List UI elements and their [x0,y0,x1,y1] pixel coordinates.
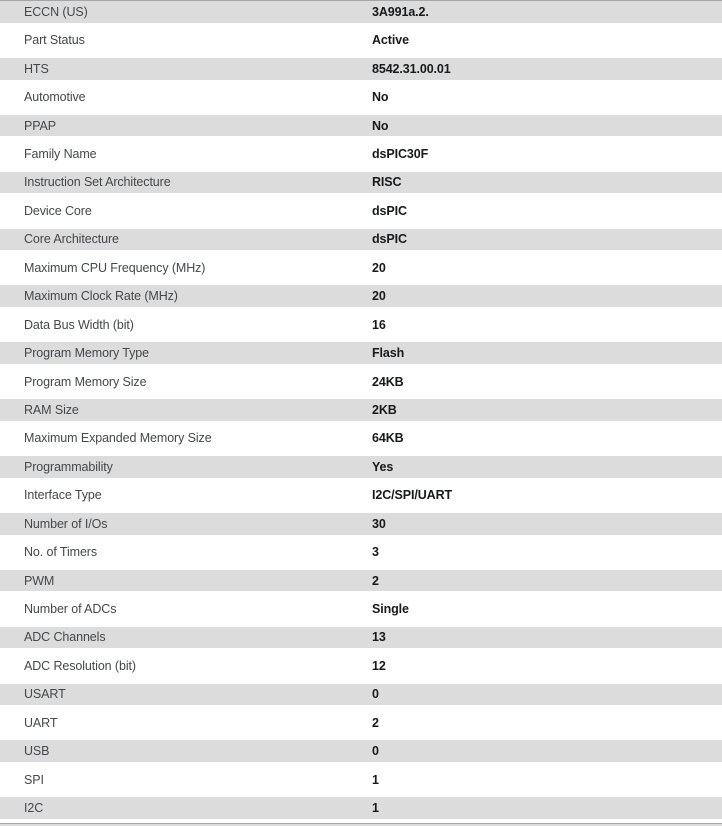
attribute-value: 3A991a.2. [372,4,429,19]
spec-row-band [0,229,722,251]
spec-row [0,314,722,342]
attribute-label: Number of ADCs [24,602,117,617]
spec-row-band [0,172,722,194]
attribute-value: 8542.31.00.01 [372,61,451,76]
spec-row [0,740,722,768]
spec-row-band [0,399,722,421]
spec-row-band [0,712,722,734]
attribute-value: 16 [372,317,386,332]
spec-row-band [0,29,722,51]
spec-row-band [0,115,722,137]
spec-row [0,285,722,313]
attribute-value: 0 [372,687,379,702]
attribute-label: ADC Channels [24,630,106,645]
attribute-value: 0 [372,744,379,759]
attribute-value: 3 [372,545,379,560]
attribute-value: 20 [372,260,386,275]
spec-row [0,598,722,626]
attribute-value: Single [372,602,409,617]
attribute-value: Yes [372,459,394,474]
attribute-label: RAM Size [24,402,79,417]
attribute-label: UART [24,715,58,730]
attribute-label: PPAP [24,118,57,133]
attribute-label: Programmability [24,459,113,474]
spec-row-band [0,769,722,791]
spec-row [0,29,722,57]
spec-row [0,769,722,797]
attribute-value: Active [372,33,409,48]
attribute-value: 20 [372,289,386,304]
spec-row [0,1,722,29]
attribute-value: No [372,90,389,105]
spec-row-band [0,86,722,108]
spec-row-band [0,513,722,535]
spec-row [0,115,722,143]
attribute-label: Number of I/Os [24,516,108,531]
attribute-value: 12 [372,658,386,673]
attribute-label: Instruction Set Architecture [24,175,171,190]
spec-row [0,172,722,200]
attribute-label: Automotive [24,90,86,105]
attribute-label: Data Bus Width (bit) [24,317,134,332]
spec-row-band [0,143,722,165]
spec-row [0,684,722,712]
spec-row [0,428,722,456]
spec-row-band [0,484,722,506]
attribute-label: Device Core [24,203,92,218]
attribute-label: USB [24,744,50,759]
attribute-label: Maximum Expanded Memory Size [24,431,212,446]
attribute-value: 2 [372,573,379,588]
attribute-label: PWM [24,573,55,588]
attribute-value: 24KB [372,374,404,389]
spec-row [0,456,722,484]
spec-row [0,257,722,285]
spec-row-band [0,797,722,819]
attribute-value: 64KB [372,431,404,446]
attribute-label: Family Name [24,147,97,162]
spec-row [0,143,722,171]
spec-row [0,627,722,655]
attribute-label: No. of Timers [24,545,98,560]
spec-row-band [0,655,722,677]
spec-row-band [0,58,722,80]
attribute-label: Maximum CPU Frequency (MHz) [24,260,206,275]
spec-row-band [0,598,722,620]
attribute-label: HTS [24,61,49,76]
attribute-value: 1 [372,801,379,816]
spec-row-band [0,257,722,279]
attribute-label: SPI [24,772,44,787]
spec-row-band [0,456,722,478]
spec-row-band [0,371,722,393]
spec-row-band [0,428,722,450]
spec-row [0,655,722,683]
spec-row-band [0,285,722,307]
attribute-label: Program Memory Type [24,346,149,361]
spec-row [0,86,722,114]
product-attributes-table [0,1,722,826]
spec-row [0,797,722,825]
attribute-value: 13 [372,630,386,645]
spec-row-band [0,342,722,364]
spec-row [0,484,722,512]
spec-row-band [0,627,722,649]
spec-row [0,541,722,569]
spec-row [0,58,722,86]
attribute-label: I2C [24,801,44,816]
attribute-value: No [372,118,389,133]
attribute-value: 2KB [372,402,397,417]
attribute-label: Core Architecture [24,232,119,247]
attribute-value: 1 [372,772,379,787]
spec-row-band [0,314,722,336]
spec-row-band [0,684,722,706]
attribute-value: 30 [372,516,386,531]
spec-row [0,200,722,228]
attribute-label: Part Status [24,33,85,48]
spec-row-band [0,1,722,23]
spec-row-band [0,200,722,222]
attribute-label: Interface Type [24,488,102,503]
attribute-value: I2C/SPI/UART [372,488,453,503]
attribute-label: Maximum Clock Rate (MHz) [24,289,178,304]
spec-row [0,229,722,257]
spec-row [0,712,722,740]
attribute-label: Program Memory Size [24,374,147,389]
attribute-value: 2 [372,715,379,730]
spec-row [0,371,722,399]
spec-row-band [0,740,722,762]
attribute-value: dsPIC [372,232,407,247]
attribute-label: USART [24,687,66,702]
attribute-value: dsPIC30F [372,147,429,162]
attribute-value: dsPIC [372,203,407,218]
next-row-partial [0,823,722,826]
spec-row [0,342,722,370]
attribute-label: ECCN (US) [24,4,88,19]
attribute-value: RISC [372,175,402,190]
spec-row [0,570,722,598]
attribute-label: ADC Resolution (bit) [24,658,136,673]
spec-row-band [0,541,722,563]
spec-row [0,399,722,427]
spec-row [0,513,722,541]
spec-row-band [0,570,722,592]
attribute-value: Flash [372,346,405,361]
